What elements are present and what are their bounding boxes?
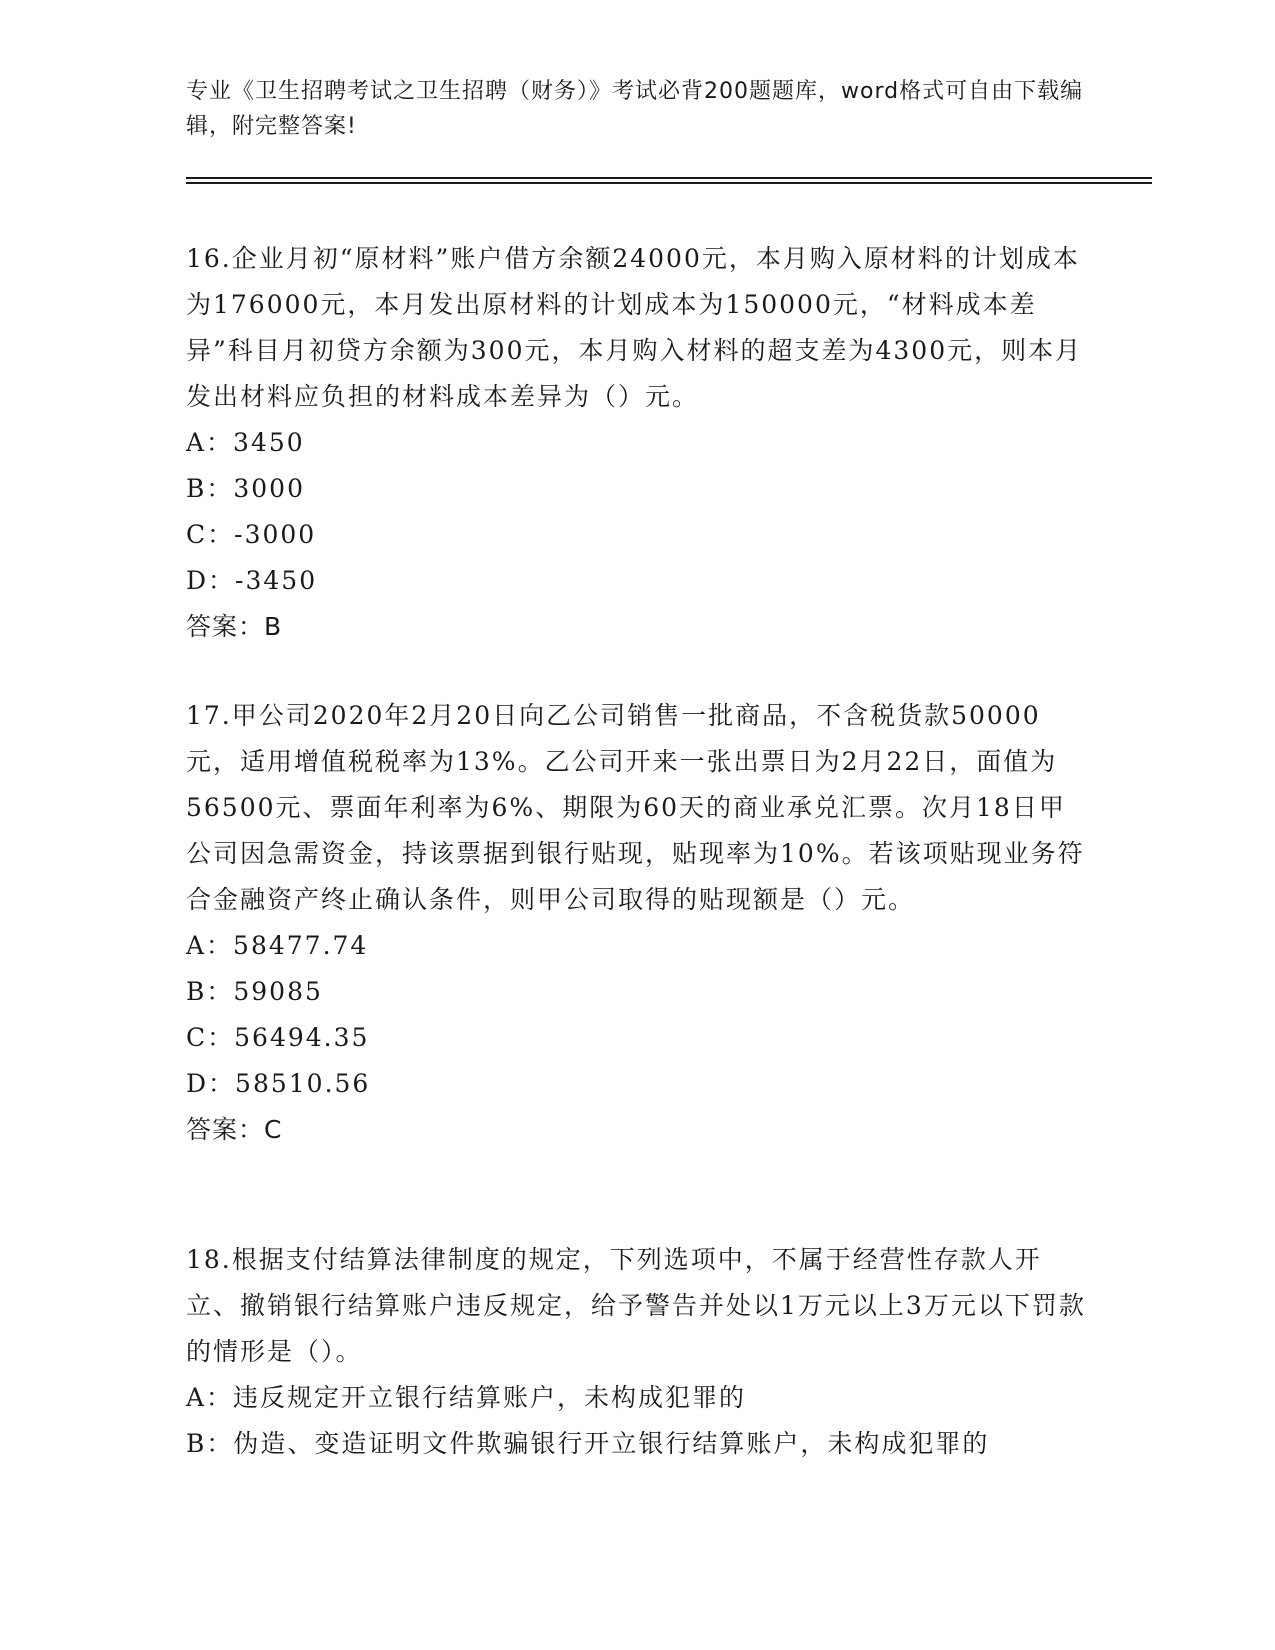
option-b: B：伪造、变造证明文件欺骗银行开立银行结算账户，未构成犯罪的	[186, 1429, 990, 1458]
header-divider-top	[186, 177, 1152, 179]
question-stem: 17.甲公司2020年2月20日向乙公司销售一批商品，不含税货款50000元，适用增值税税率为13%。乙公司开来一张出票日为2月22日，面值为56500元、票面年利率为6%、期限为60天的商业承兑汇票。次月18日甲公司因急需资金，持该票据到银行贴现，贴现率为10%。若该项贴现业务符合金融资产终止确认条件，则甲公司取得的贴现额是（）元。	[186, 701, 1085, 914]
option-c: C：-3000	[186, 520, 317, 549]
option-a: A：58477.74	[186, 931, 369, 960]
question-18	[186, 1237, 1086, 1467]
document-header: 专业《卫生招聘考试之卫生招聘（财务）》考试必背200题题库，word格式可自由下载编辑，附完整答案!	[186, 79, 1084, 139]
answer-line: 答案：C	[186, 1115, 283, 1144]
option-b: B：3000	[186, 474, 305, 503]
option-b: B：59085	[186, 977, 323, 1006]
question-stem: 18.根据支付结算法律制度的规定，下列选项中，不属于经营性存款人开立、撤销银行结算账户违反规定，给予警告并处以1万元以上3万元以下罚款的情形是（）。	[186, 1245, 1086, 1366]
option-a: A：违反规定开立银行结算账户，未构成犯罪的	[186, 1383, 747, 1412]
question-17	[186, 693, 1086, 1153]
option-d: D：58510.56	[186, 1069, 371, 1098]
option-c: C：56494.35	[186, 1023, 370, 1052]
header-divider-bottom	[186, 182, 1152, 184]
answer-line: 答案：B	[186, 612, 283, 641]
question-16	[186, 236, 1086, 650]
option-a: A：3450	[186, 428, 305, 457]
option-d: D：-3450	[186, 566, 318, 595]
question-stem: 16.企业月初“原材料”账户借方余额24000元，本月购入原材料的计划成本为176000元，本月发出原材料的计划成本为150000元，“材料成本差异”科目月初贷方余额为300元，本月购入材料的超支差为4300元，则本月发出材料应负担的材料成本差异为（）元。	[186, 244, 1083, 411]
